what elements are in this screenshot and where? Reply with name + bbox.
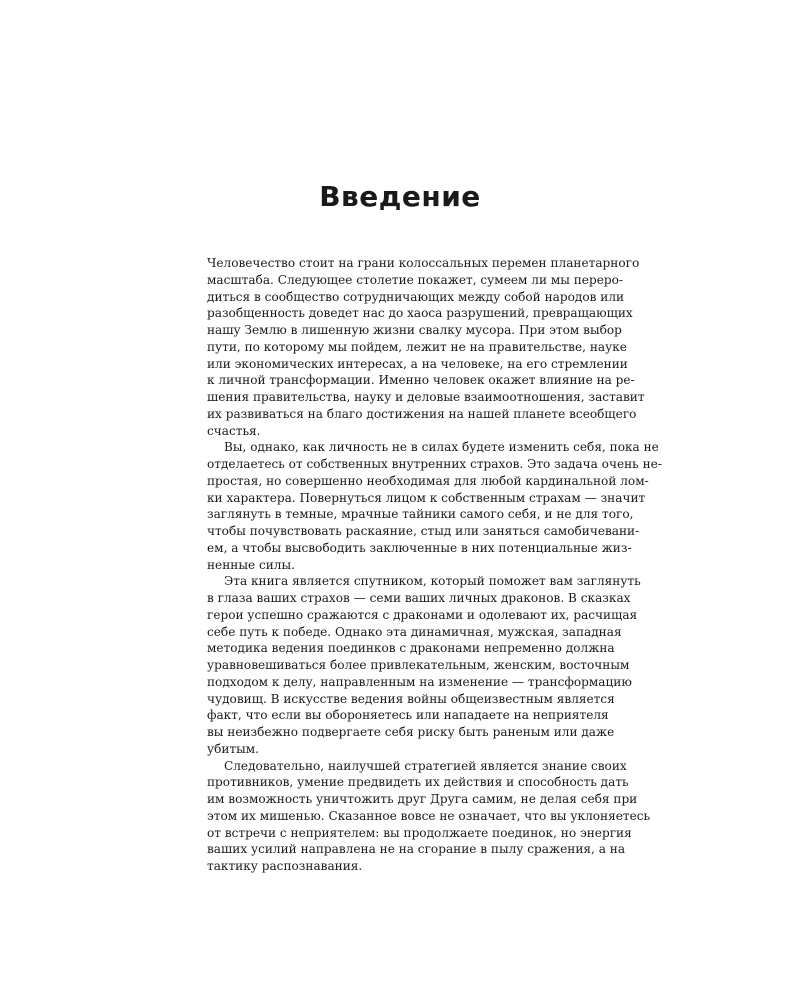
text-line: чтобы почувствовать раскаяние, стыд или заняться самобичевани- [207,524,640,538]
text-line: факт, что если вы обороняетесь или нападаете на неприятеля [207,708,609,723]
text-line: в глаза ваших страхов — семи ваших личных драконов. В сказках [207,591,631,605]
paragraph [207,255,645,439]
text-line: герои успешно сражаются с драконами и одолевают их, расчищая [207,607,638,622]
chapter-title: Введение [319,180,481,213]
text-line: Человечество стоит на грани колоссальных перемен планетарного [207,256,640,270]
text-line: методика ведения поединков с драконами непременно должна [207,641,615,656]
text-line: Эта книга является спутником, который поможет вам заглянуть [224,574,641,589]
text-line: ки характера. Повернуться лицом к собственным страхам — значит [207,490,646,505]
text-line: пути, по которому мы пойдем, лежит не на правительстве, науке [207,339,627,354]
text-line: Вы, однако, как личность не в силах будете изменить себя, пока не [224,440,659,455]
paragraph [207,573,641,757]
text-line: или экономических интересах, а на человеке, на его стремлении [207,356,628,371]
text-line: простая, но совершенно необходимая для любой кардинальной лом- [207,473,649,488]
text-line: им возможность уничтожить друг Друга самим, не делая себя при [207,792,638,806]
text-line: убитым. [207,741,260,756]
text-line: ваших усилий направлена не на сгорание в пылу сражения, а на [207,842,626,857]
text-line: нашу Землю в лишенную жизни свалку мусора. При этом выбор [207,323,622,337]
text-line: уравновешиваться более привлекательным, женским, восточным [207,658,630,672]
text-line: чудовищ. В искусстве ведения войны общеизвестным является [207,691,615,706]
text-line: этом их мишенью. Сказанное вовсе не означает, что вы уклоняетесь [207,808,651,823]
text-line: заглянуть в темные, мрачные тайники самого себя, и не для того, [207,507,634,522]
chapter-body [207,255,662,875]
text-line: тактику распознавания. [207,859,363,873]
text-line: диться в сообщество сотрудничающих между собой народов или [207,289,625,304]
text-line: разобщенность доведет нас до хаоса разрушений, превращающих [207,306,633,321]
text-line: масштаба. Следующее столетие покажет, сумеем ли мы переро- [207,272,623,287]
text-line: отделаетесь от собственных внутренних страхов. Это задача очень не- [207,457,662,471]
text-line: к личной трансформации. Именно человек окажет влияние на ре- [207,373,635,388]
text-line: ем, а чтобы высвободить заключенные в них потенциальные жиз- [207,540,632,555]
paragraph [207,758,651,875]
text-line: вы неизбежно подвергаете себя риску быть раненым или даже [207,725,615,739]
text-line: себе путь к победе. Однако эта динамичная, мужская, западная [207,624,622,639]
text-line: их развиваться на благо достижения на нашей планете всеобщего [207,406,637,421]
text-line: Следовательно, наилучшей стратегией является знание своих [224,758,627,773]
text-line: подходом к делу, направленным на изменение — трансформацию [207,674,632,689]
text-line: противников, умение предвидеть их действия и способность дать [207,775,629,790]
text-line: ненные силы. [207,557,295,572]
text-line: от встречи с неприятелем: вы продолжаете поединок, но энергия [207,825,632,840]
text-line: счастья. [207,423,261,438]
text-line: шения правительства, науку и деловые взаимоотношения, заставит [207,390,645,404]
paragraph [207,439,662,573]
